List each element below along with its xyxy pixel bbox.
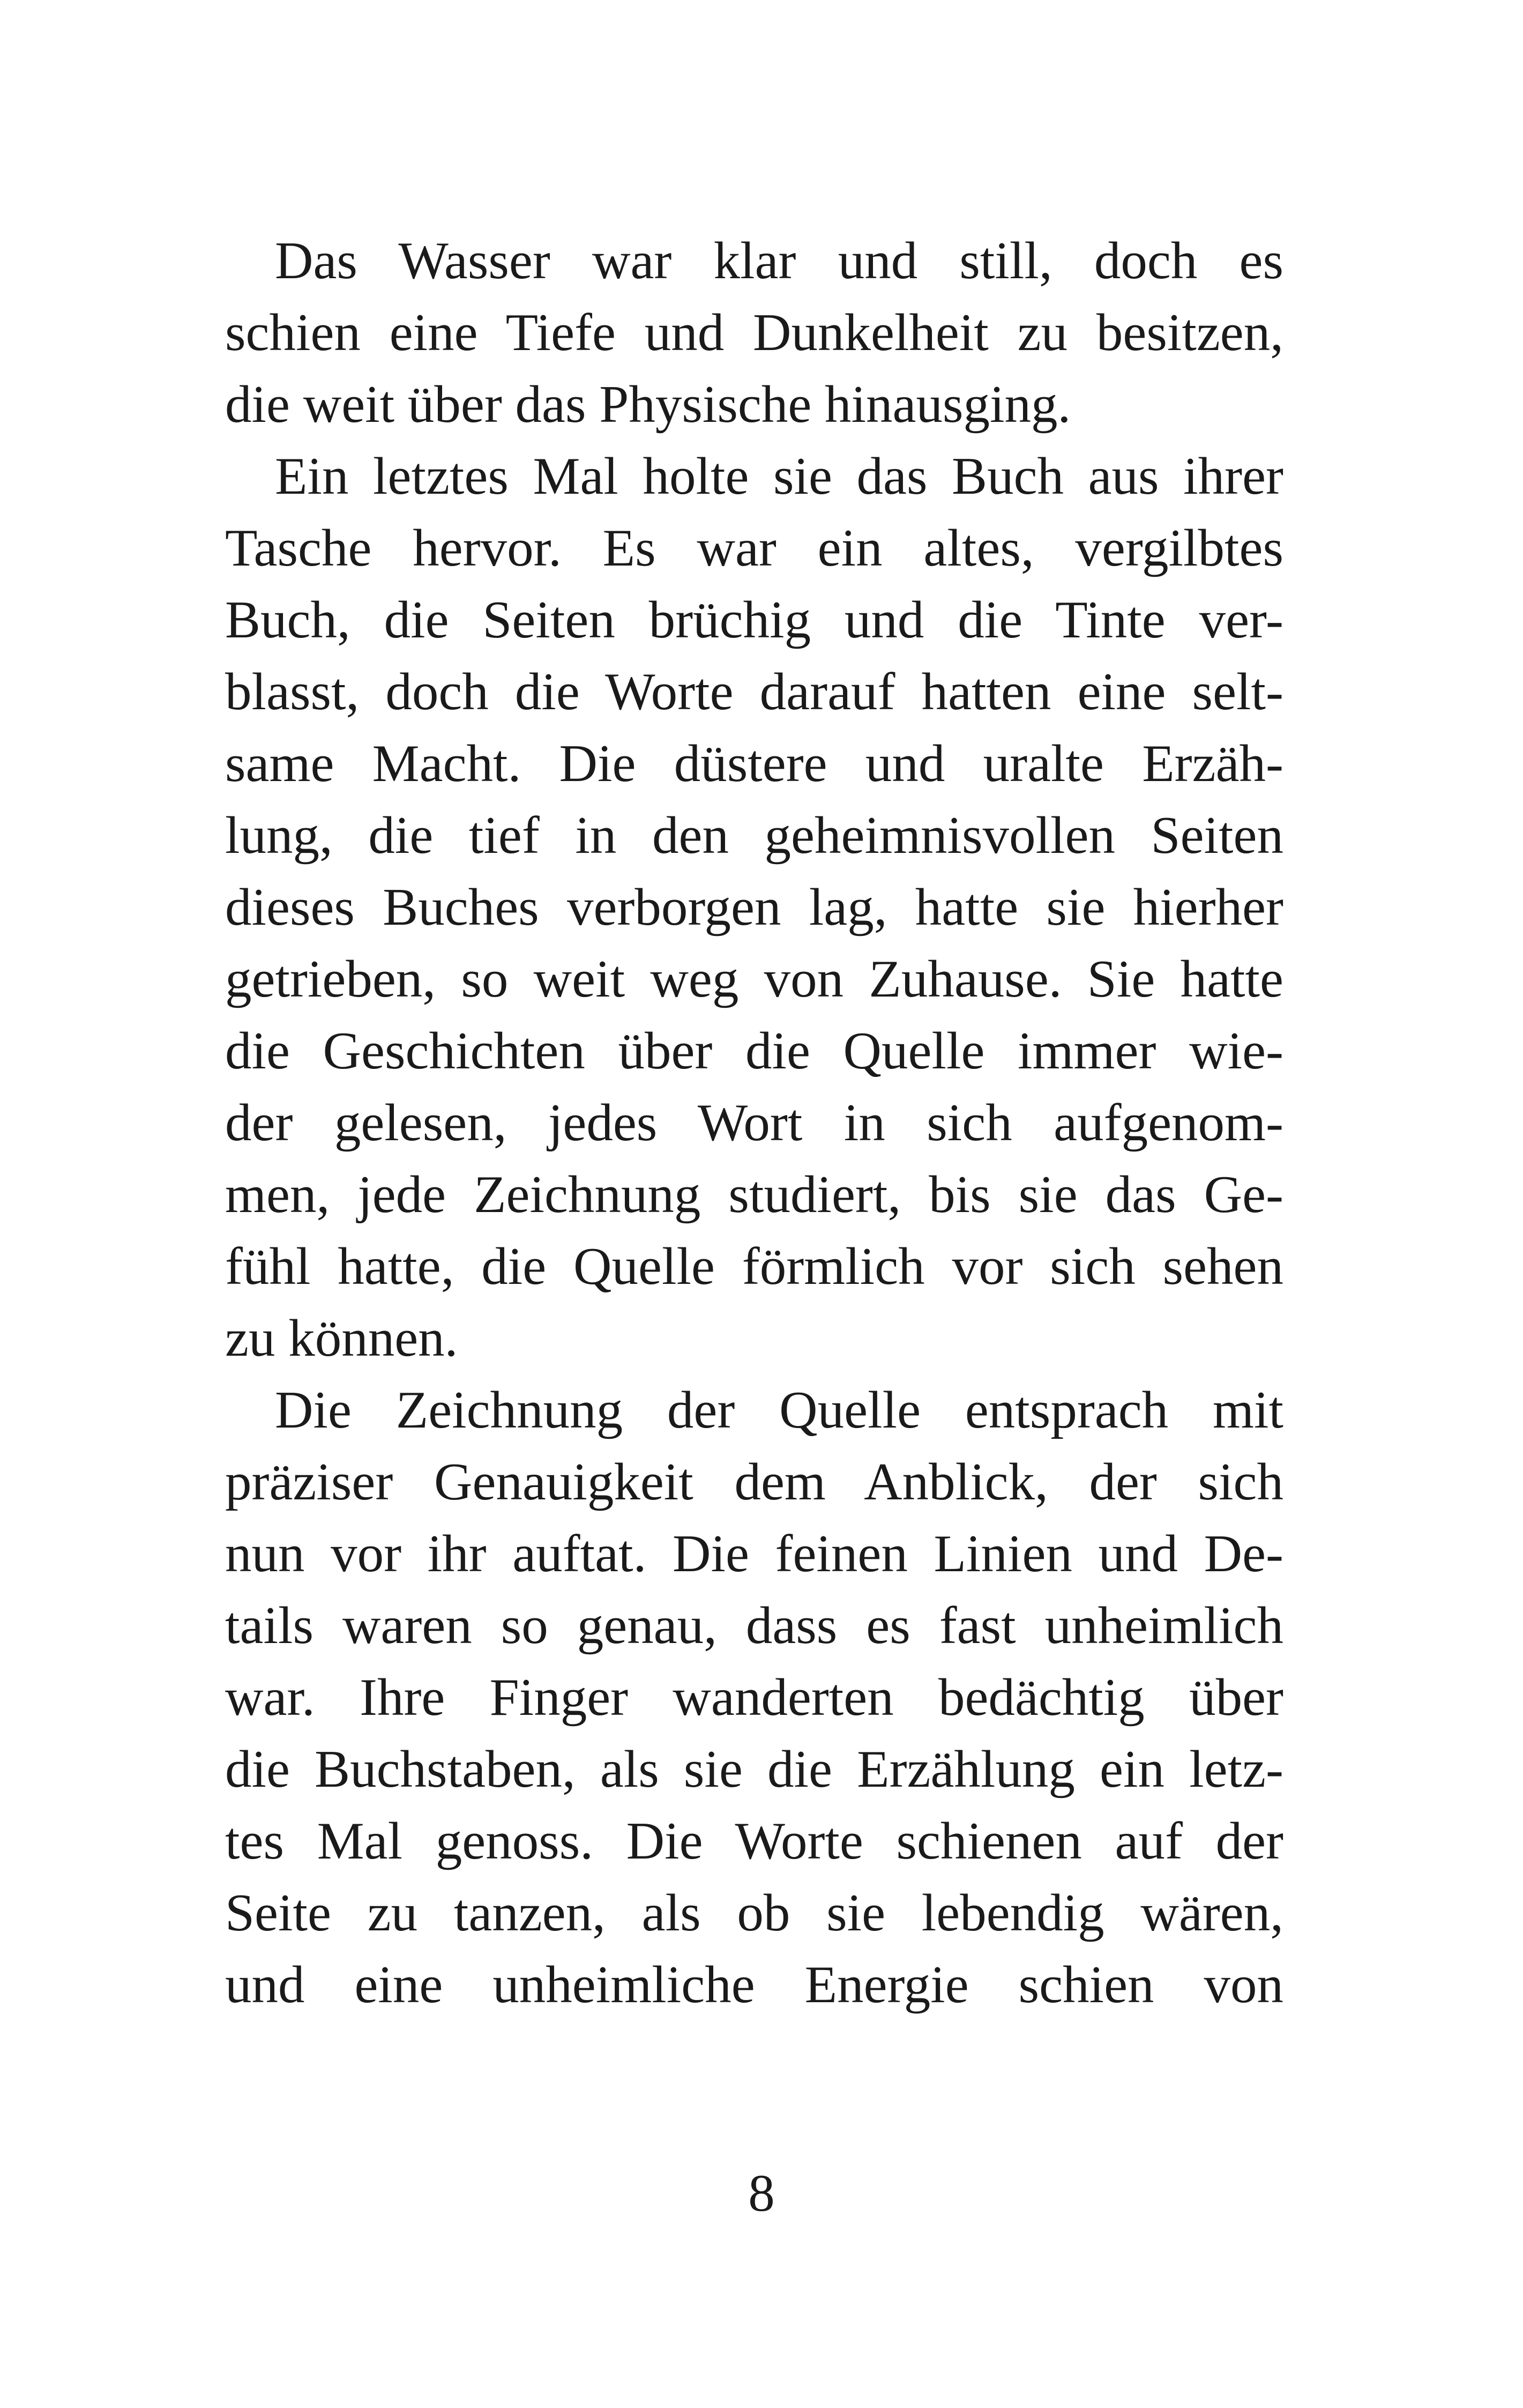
text-line: dieses Buches verborgen lag, hatte sie hierher: [225, 878, 1283, 937]
text-line: tes Mal genoss. Die Worte schienen auf der: [225, 1812, 1283, 1870]
text-line: Ein letztes Mal holte sie das Buch aus ihrer: [275, 447, 1283, 506]
text-line: Die Zeichnung der Quelle entsprach mit: [275, 1381, 1283, 1439]
text-line: die weit über das Physische hinausging.: [225, 375, 1071, 434]
text-line: war. Ihre Finger wanderten bedächtig über: [225, 1668, 1283, 1727]
text-line: schien eine Tiefe und Dunkelheit zu besitzen,: [225, 303, 1283, 362]
text-line: zu können.: [225, 1309, 458, 1367]
text-line: blasst, doch die Worte darauf hatten eine selt-: [225, 663, 1283, 721]
text-line: Das Wasser war klar und still, doch es: [275, 232, 1283, 290]
text-line: lung, die tief in den geheimnisvollen Seiten: [225, 806, 1283, 865]
text-line: Buch, die Seiten brüchig und die Tinte ver-: [225, 591, 1283, 649]
text-line: Seite zu tanzen, als ob sie lebendig wären,: [225, 1884, 1283, 1942]
text-line: same Macht. Die düstere und uralte Erzäh-: [225, 734, 1283, 793]
text-line: die Buchstaben, als sie die Erzählung ein letz-: [225, 1740, 1283, 1798]
text-line: tails waren so genau, dass es fast unheimlich: [225, 1596, 1283, 1655]
text-line: und eine unheimliche Energie schien von: [225, 1956, 1283, 2014]
text-line: men, jede Zeichnung studiert, bis sie das Ge-: [225, 1165, 1283, 1224]
page-number: 8: [748, 2164, 775, 2223]
text-line: präziser Genauigkeit dem Anblick, der sich: [225, 1453, 1283, 1511]
text-line: der gelesen, jedes Wort in sich aufgenom-: [225, 1094, 1283, 1152]
body-text: [225, 225, 1283, 2021]
text-line: die Geschichten über die Quelle immer wie-: [225, 1022, 1283, 1080]
text-line: Tasche hervor. Es war ein altes, vergilbtes: [225, 519, 1283, 577]
text-line: fühl hatte, die Quelle förmlich vor sich sehen: [225, 1237, 1283, 1296]
text-line: nun vor ihr auftat. Die feinen Linien und De-: [225, 1525, 1283, 1583]
text-line: getrieben, so weit weg von Zuhause. Sie hatte: [225, 950, 1283, 1008]
